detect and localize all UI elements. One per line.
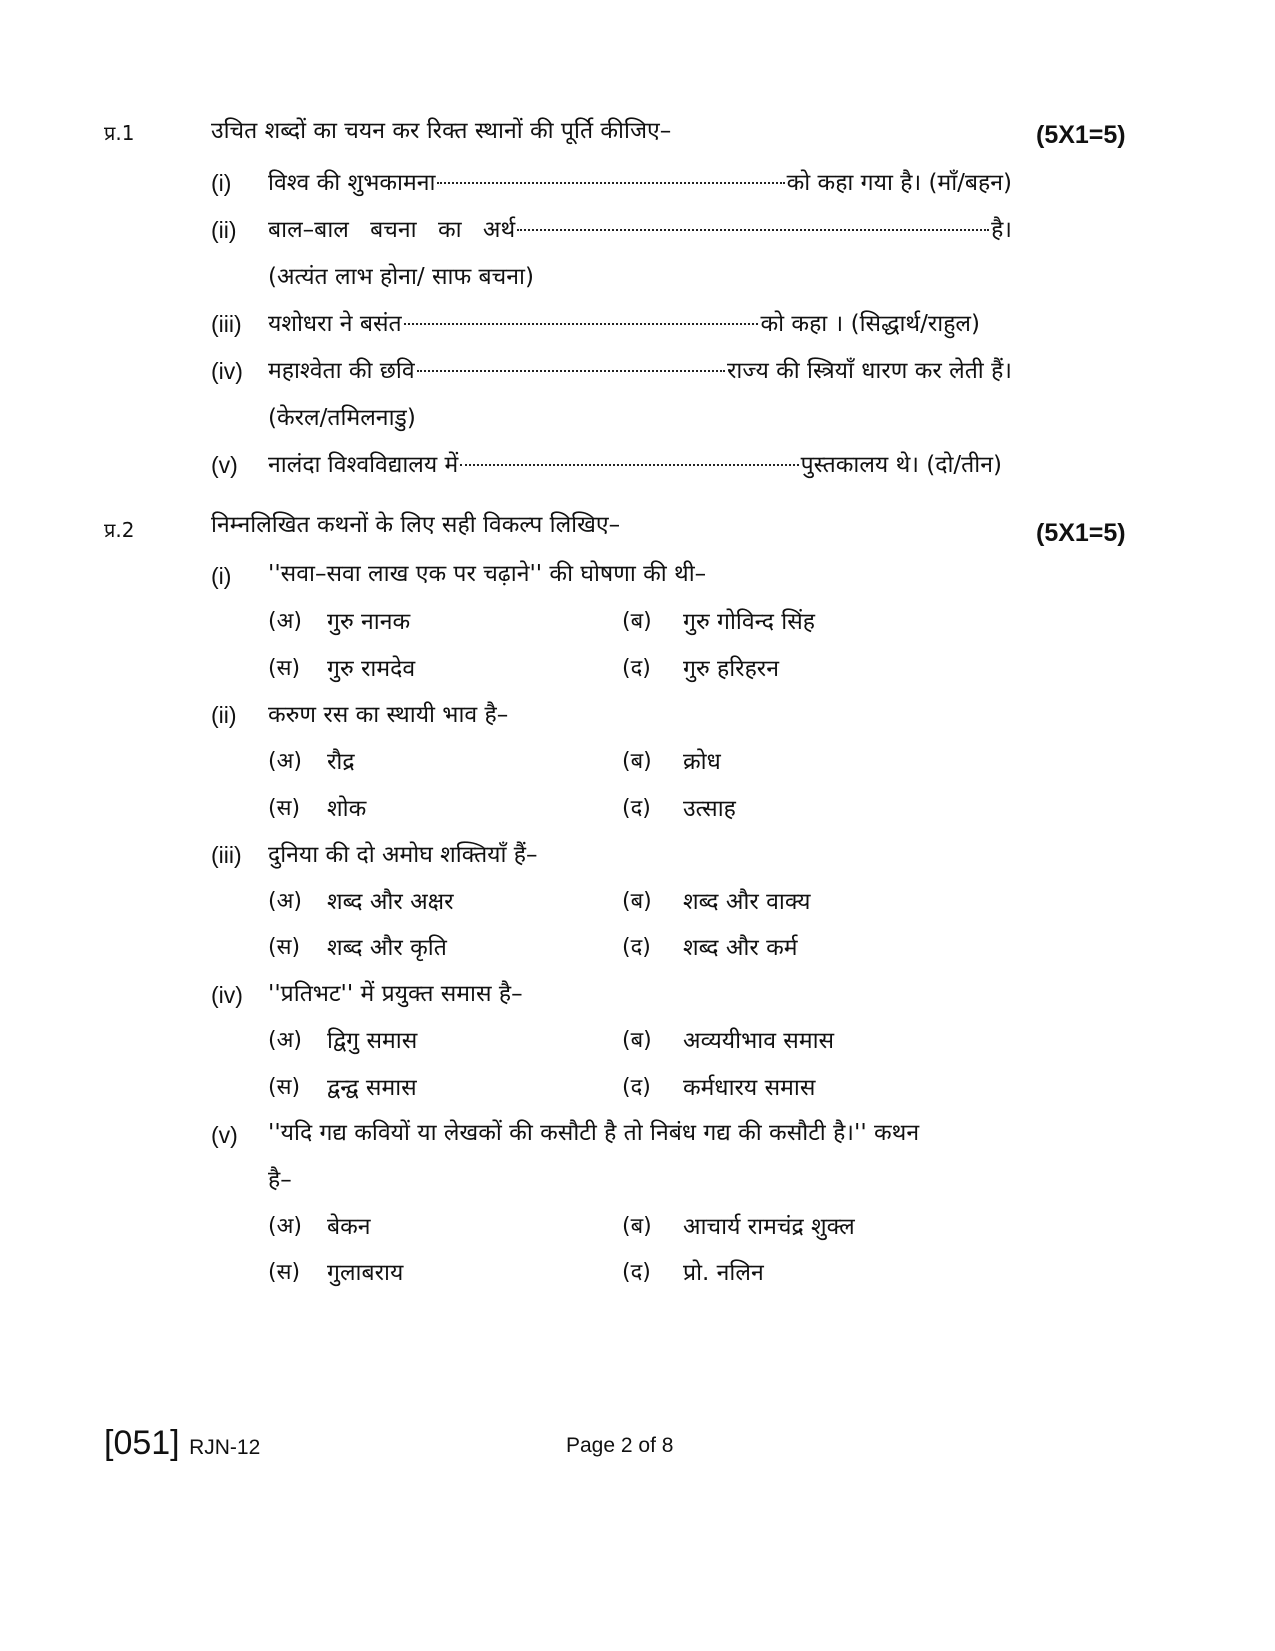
q2-item-number: (i) — [211, 563, 232, 589]
option-text: शब्द और अक्षर — [327, 889, 454, 915]
q1-item-number: (iii) — [211, 311, 242, 337]
option-text: कर्मधारय समास — [683, 1075, 816, 1101]
option-label: (द) — [622, 656, 651, 681]
q1-blank-before: महाश्वेता की छवि — [268, 358, 415, 384]
option-label: (स) — [268, 935, 301, 960]
q1-fill-blank — [268, 215, 1012, 245]
option-label: (अ) — [268, 1028, 302, 1053]
q1-blank-before: नालंदा विश्वविद्यालय में — [268, 452, 459, 478]
q1-instruction: उचित शब्दों का चयन कर रिक्त स्थानों की पूर्ति कीजिए– — [211, 118, 672, 144]
q1-marks: (5X1=5) — [1036, 121, 1126, 149]
q2-question: ''सवा–सवा लाख एक पर चढ़ाने'' की घोषणा की थी– — [268, 561, 707, 587]
option-label: (ब) — [622, 1028, 652, 1053]
blank-dots — [460, 464, 798, 466]
q1-options-continuation: (अत्यंत लाभ होना/ साफ बचना) — [268, 264, 534, 290]
option-text: गुरु रामदेव — [327, 656, 416, 682]
q1-item-number: (v) — [211, 452, 238, 478]
q1-blank-after: पुस्तकालय थे। (दो/तीन) — [800, 452, 1002, 478]
q1-blank-before: बाल–बाल बचना का अर्थ — [268, 217, 516, 243]
option-text: प्रो. नलिन — [683, 1260, 764, 1286]
q1-item-number: (iv) — [211, 358, 243, 384]
option-text: गुरु नानक — [327, 609, 411, 635]
option-label: (द) — [622, 796, 651, 821]
option-text: बेकन — [327, 1214, 371, 1240]
option-label: (अ) — [268, 609, 302, 634]
paper-code — [104, 1423, 260, 1468]
option-label: (ब) — [622, 1214, 652, 1239]
q1-item-number: (ii) — [211, 217, 237, 243]
q2-question: ''यदि गद्य कवियों या लेखकों की कसौटी है तो निबंध गद्य की कसौटी है।'' कथन — [268, 1120, 920, 1146]
q1-blank-after: है। — [991, 217, 1012, 243]
q2-question: करुण रस का स्थायी भाव है– — [268, 702, 509, 728]
blank-dots — [404, 323, 759, 325]
q1-number: प्र.1 — [104, 121, 135, 145]
paper-code-number: [051] — [104, 1424, 180, 1462]
q1-item-number: (i) — [211, 170, 232, 196]
option-label: (अ) — [268, 889, 302, 914]
q1-options-continuation: (केरल/तमिलनाडु) — [268, 405, 416, 431]
q1-blank-after: को कहा गया है। (माँ/बहन) — [786, 170, 1012, 196]
option-text: शब्द और कृति — [327, 935, 447, 961]
blank-dots — [417, 370, 725, 372]
q2-item-number: (ii) — [211, 702, 237, 728]
q1-blank-after: को कहा । (सिद्धार्थ/राहुल) — [760, 311, 980, 337]
option-text: गुरु हरिहरन — [683, 656, 779, 682]
q2-item-number: (iv) — [211, 982, 243, 1008]
blank-dots — [517, 229, 989, 231]
q1-blank-before: विश्व की शुभकामना — [268, 170, 436, 196]
option-label: (ब) — [622, 609, 652, 634]
page-number: Page 2 of 8 — [566, 1434, 674, 1457]
paper-series: RJN-12 — [189, 1436, 261, 1459]
option-label: (द) — [622, 1260, 651, 1285]
q2-item-number: (iii) — [211, 842, 242, 868]
q2-number: प्र.2 — [104, 518, 135, 542]
option-text: क्रोध — [683, 749, 721, 775]
q2-instruction: निम्नलिखित कथनों के लिए सही विकल्प लिखिए– — [211, 512, 621, 538]
q1-fill-blank — [268, 309, 980, 339]
q1-fill-blank — [268, 356, 1012, 386]
option-label: (ब) — [622, 749, 652, 774]
option-label: (द) — [622, 935, 651, 960]
option-label: (स) — [268, 796, 301, 821]
option-label: (अ) — [268, 749, 302, 774]
option-text: रौद्र — [327, 749, 355, 775]
option-label: (ब) — [622, 889, 652, 914]
q1-blank-after: राज्य की स्त्रियाँ धारण कर लेती हैं। — [726, 358, 1012, 384]
option-text: अव्ययीभाव समास — [683, 1028, 835, 1054]
q1-fill-blank — [268, 450, 1002, 480]
option-text: द्वन्द्व समास — [327, 1075, 417, 1101]
option-label: (स) — [268, 656, 301, 681]
option-text: गुरु गोविन्द सिंह — [683, 609, 816, 635]
option-label: (द) — [622, 1075, 651, 1100]
blank-dots — [437, 182, 784, 184]
option-text: द्विगु समास — [327, 1028, 418, 1054]
q2-item-number: (v) — [211, 1122, 238, 1148]
option-label: (स) — [268, 1075, 301, 1100]
q1-fill-blank — [268, 168, 1012, 198]
option-text: शोक — [327, 796, 367, 822]
q2-question: ''प्रतिभट'' में प्रयुक्त समास है– — [268, 981, 523, 1007]
option-label: (अ) — [268, 1214, 302, 1239]
q2-question: दुनिया की दो अमोघ शक्तियाँ हैं– — [268, 842, 538, 868]
option-label: (स) — [268, 1260, 301, 1285]
option-text: आचार्य रामचंद्र शुक्ल — [683, 1214, 855, 1240]
option-text: शब्द और कर्म — [683, 935, 798, 961]
option-text: गुलाबराय — [327, 1260, 404, 1286]
option-text: उत्साह — [683, 796, 736, 822]
q1-blank-before: यशोधरा ने बसंत — [268, 311, 402, 337]
q2-marks: (5X1=5) — [1036, 519, 1126, 547]
q2-question-continuation: है– — [268, 1167, 292, 1193]
option-text: शब्द और वाक्य — [683, 889, 811, 915]
